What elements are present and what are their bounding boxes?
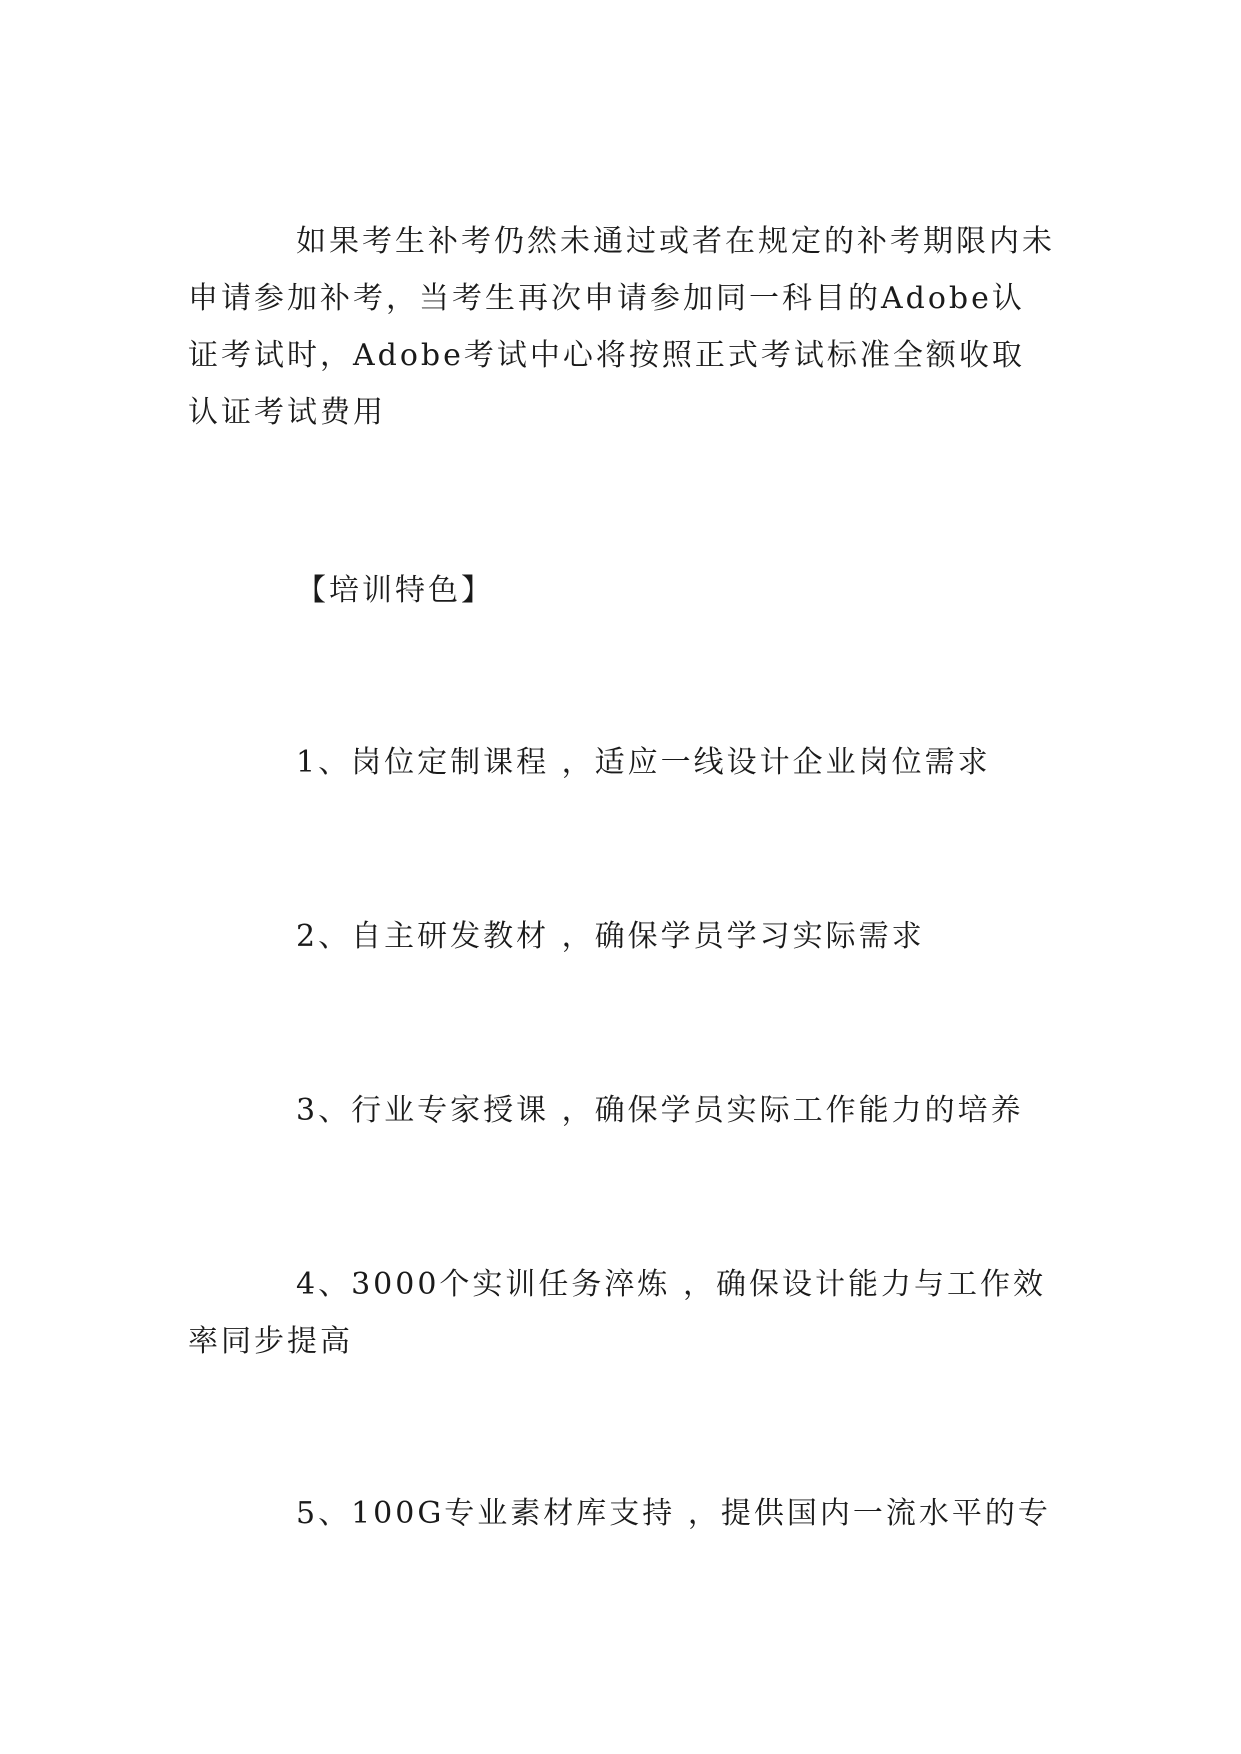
list-item: 2、自主研发教材 ，确保学员学习实际需求 (296, 919, 925, 954)
intro-paragraph: 如果考生补考仍然未通过或者在规定的补考期限内未申请参加补考，当考生再次申请参加同一科目的Adobe认证考试时，Adobe考试中心将按照正式考试标准全额收取认证考试费用 (188, 224, 1055, 430)
list-item: 5、100G专业素材库支持 ，提供国内一流水平的专 (296, 1496, 1051, 1531)
list-item: 1、岗位定制课程 ，适应一线设计企业岗位需求 (296, 745, 991, 780)
section-heading: 【培训特色】 (296, 573, 494, 608)
list-item: 3、行业专家授课 ，确保学员实际工作能力的培养 (296, 1093, 1024, 1128)
list-item: 4、3000个实训任务淬炼 ，确保设计能力与工作效率同步提高 (188, 1267, 1046, 1359)
